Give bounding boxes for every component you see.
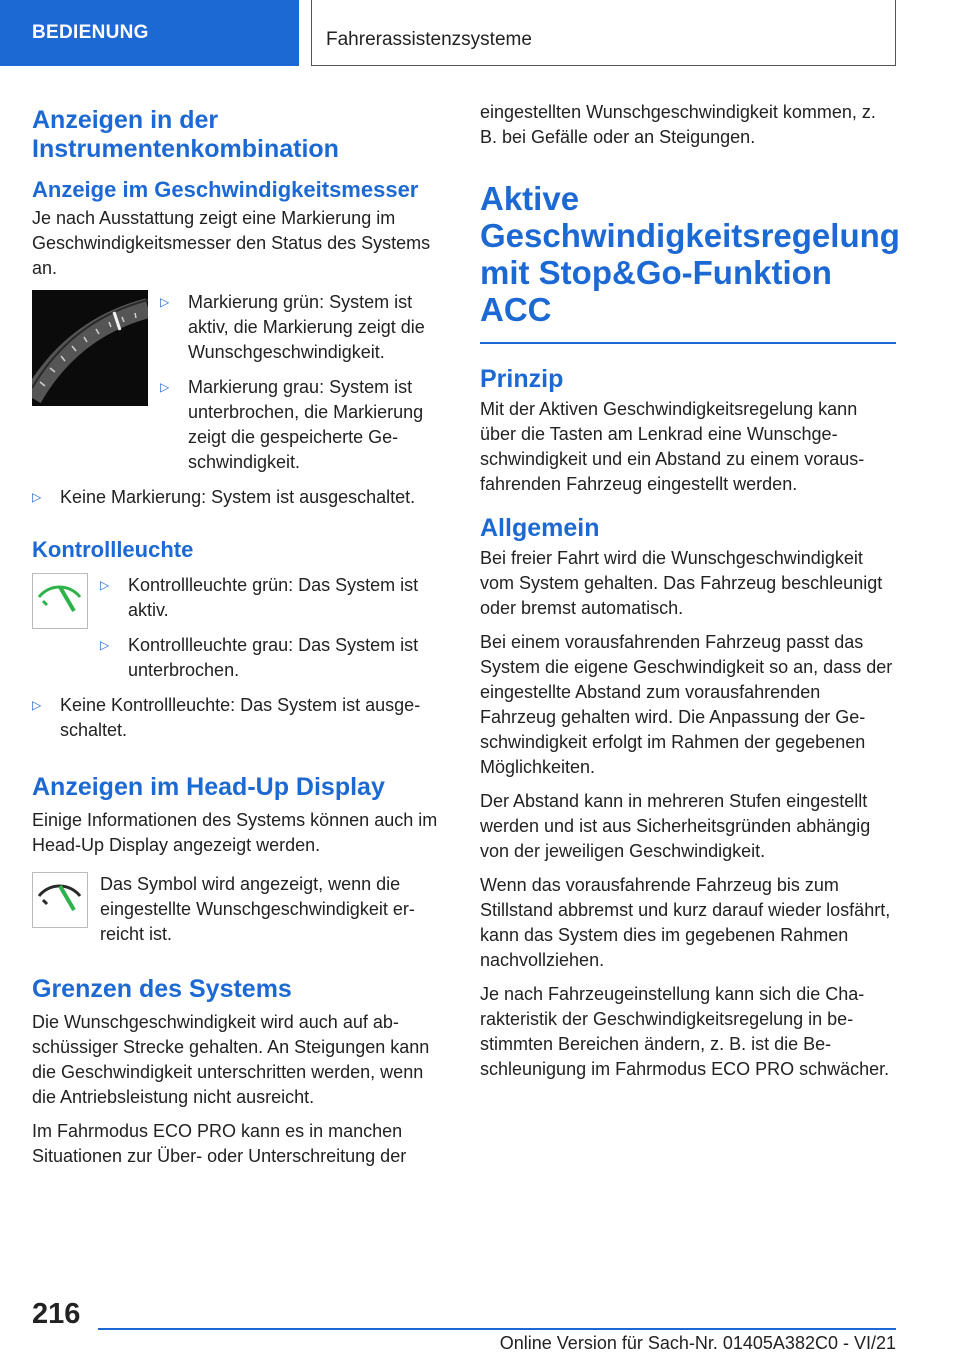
heading-acc: Aktive Geschwindigkeitsregelung mit Stop&Go-Funktion ACC [480, 180, 900, 328]
list-item: ▷ Markierung grün: System ist aktiv, die Markierung zeigt die Wunschgeschwindigkeit. [160, 292, 425, 362]
indicator-light-block [32, 573, 448, 683]
bullet-triangle-icon: ▷ [160, 380, 170, 394]
list-item: ▷ Kontrollleuchte grau: Das System ist unterbrochen. [100, 635, 419, 680]
hud-symbol-block [32, 872, 448, 947]
paragraph-general-3: Der Abstand kann in mehreren Stufen eingestellt werden und ist aus Sicherheitsgründen abhängig von der jeweiligen Geschwindigkeit. [480, 791, 871, 861]
bullet-triangle-icon: ▷ [32, 698, 42, 712]
footer-divider [98, 1328, 896, 1330]
left-column [32, 100, 448, 1178]
hud-symbol-caption: Das Symbol wird angezeigt, wenn die eingestellte Wunschgeschwindigkeit erreicht ist. [100, 874, 415, 944]
heading-general: Allgemein [480, 514, 600, 542]
speedometer-image [32, 290, 148, 411]
paragraph-general-1: Bei freier Fahrt wird die Wunschgeschwindigkeit vom System gehalten. Das Fahrzeug beschleunigt oder bremst automatisch. [480, 548, 883, 618]
heading-divider [480, 342, 896, 344]
section-tab[interactable]: BEDIENUNG [0, 0, 299, 66]
bullet-triangle-icon: ▷ [100, 578, 110, 592]
heading-speedometer: Anzeige im Geschwindigkeitsmesser [32, 177, 419, 202]
bullet-triangle-icon: ▷ [160, 295, 170, 309]
paragraph-principle: Mit der Aktiven Geschwindigkeitsregelung kann über die Tasten am Lenkrad eine Wunschgeschwindigkeit und ein Abstand zu einem vorausfahrenden Fahrzeug eingestellt werden. [480, 399, 865, 494]
list-item: ▷ Markierung grau: System ist unterbrochen, die Markierung zeigt die gespeicherte Geschwindigkeit. [160, 377, 424, 472]
acc-hud-symbol-icon [32, 872, 88, 933]
bullet-triangle-icon: ▷ [32, 490, 42, 504]
list-item: ▷ Keine Kontrollleuchte: Das System ist ausgeschaltet. [32, 695, 421, 740]
acc-indicator-green-icon [32, 573, 88, 634]
paragraph-general-2: Bei einem vorausfahrenden Fahrzeug passt das System die eigene Geschwindigkeit so an, dass der eingestellte Abstand zum vorausfahrenden Fahrzeug gehalten wird. Die Anpassung der Geschwindigkeit erfolgt im Rahmen der gegebenen Möglichkeiten. [480, 632, 893, 777]
chapter-tab[interactable]: Fahrerassistenzsysteme [311, 0, 896, 66]
online-version-note: Online Version für Sach-Nr. 01405A382C0 - VI/21 [499, 1333, 896, 1353]
bullet-triangle-icon: ▷ [100, 638, 110, 652]
list-item: ▷ Keine Markierung: System ist ausgeschaltet. [32, 485, 448, 510]
paragraph-head-up-display: Einige Informationen des Systems können auch im Head-Up Display angezeigt werden. [32, 810, 438, 855]
heading-system-limits: Grenzen des Systems [32, 975, 292, 1003]
paragraph-limits-2: Im Fahrmodus ECO PRO kann es in manchen Situationen zur Über- oder Unterschreitung der [32, 1121, 407, 1166]
list-item: ▷ Kontrollleuchte grün: Das System ist aktiv. [100, 575, 419, 620]
paragraph-continued: eingestellten Wunschgeschwindigkeit kommen, z. B. bei Gefälle oder an Steigungen. [480, 102, 876, 147]
right-column [480, 100, 900, 1091]
paragraph-general-4: Wenn das vorausfahrende Fahrzeug bis zum Stillstand abbremst und kurz darauf wieder losfährt, kann das System dies im gegebenen Rahmen nachvollziehen. [480, 875, 891, 970]
paragraph-limits-1: Die Wunschgeschwindigkeit wird auch auf abschüssiger Strecke gehalten. An Steigungen kann die Geschwindigkeit unterschritten werden, wenn die Antriebsleistung nicht ausreicht. [32, 1012, 430, 1107]
heading-indicator-light: Kontrollleuchte [32, 537, 194, 562]
paragraph-speedometer: Je nach Ausstattung zeigt eine Markierung im Geschwindigkeitsmesser den Status des Systems an. [32, 208, 431, 278]
speedometer-block [32, 290, 448, 475]
heading-head-up-display: Anzeigen im Head-Up Display [32, 773, 385, 801]
paragraph-general-5: Je nach Fahrzeugeinstellung kann sich die Charakteristik der Geschwindigkeitsregelung in bestimmten Bereichen ändern, z. B. ist die Beschleunigung im Fahrmodus ECO PRO schwächer. [480, 984, 890, 1079]
heading-instrument-cluster: Anzeigen in der Instrumentenkombination [32, 106, 339, 163]
page-header [0, 0, 960, 66]
page-number: 216 [32, 1298, 81, 1330]
heading-principle: Prinzip [480, 365, 564, 393]
